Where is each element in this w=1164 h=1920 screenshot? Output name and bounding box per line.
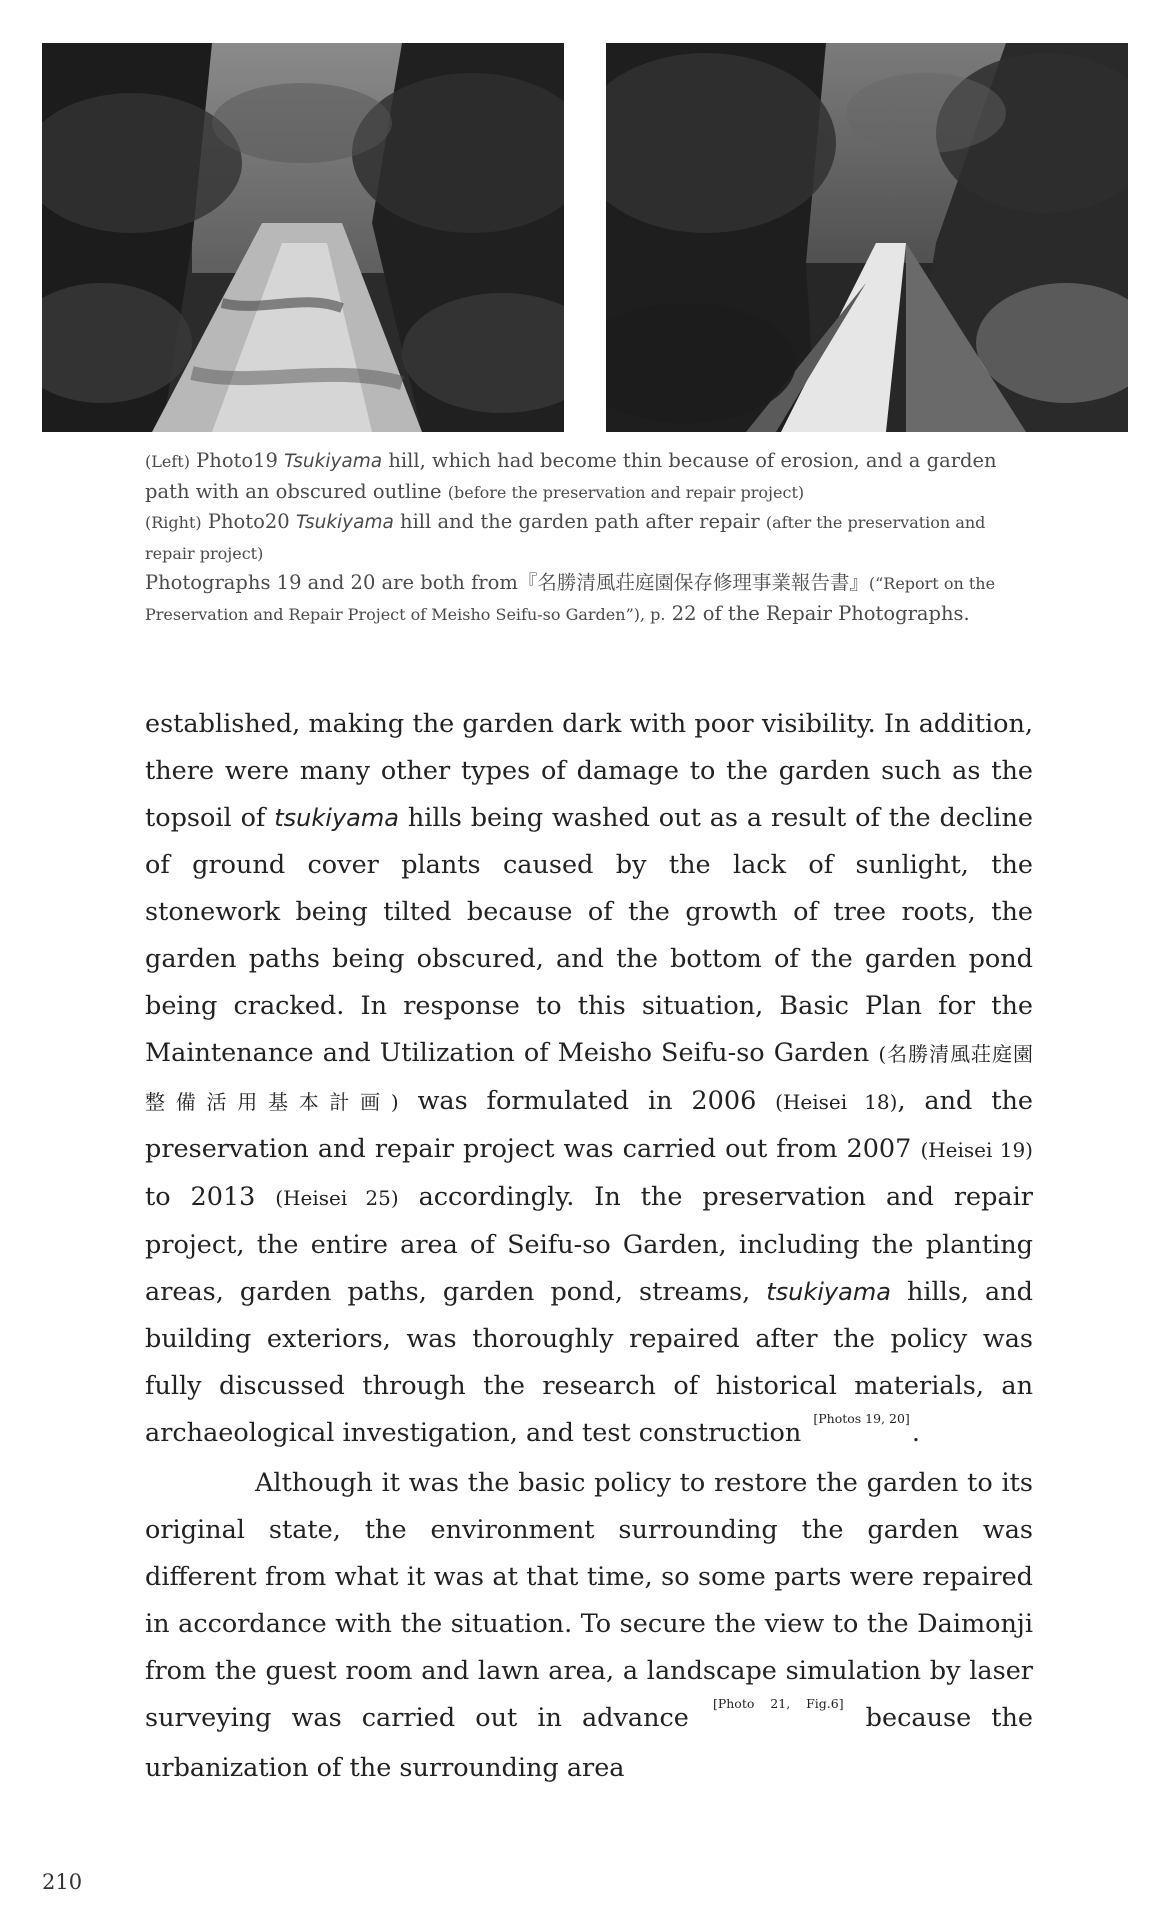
p1-italic-tsukiyama-1: tsukiyama	[274, 804, 399, 832]
caption-source-text-2: 22 of the Repair Photographs.	[665, 601, 970, 625]
caption-right-italic: Tsukiyama	[295, 512, 394, 533]
photo-20-right	[606, 43, 1128, 432]
p1-text-g: hills, and building exteriors, was thoroughly repaired after the policy was fully discussed through the research of historical materials, an archaeological investigation, and test construction	[145, 1277, 1033, 1448]
p1-text-c: was formulated in 2006	[398, 1086, 776, 1116]
p1-text-a: established, making the garden dark with poor visibility. In addition, there were many other types of damage to the garden such as the topsoil of	[145, 709, 1033, 833]
caption-left	[145, 446, 1015, 507]
p1-italic-tsukiyama-2: tsukiyama	[766, 1278, 891, 1306]
paragraph-1	[145, 701, 1033, 1460]
p1-heisei-18: (Heisei 18)	[775, 1090, 898, 1114]
caption-left-text-2: hill, which had become thin because of erosion, and a garden path with an obscured outline	[145, 449, 997, 503]
p1-text-e: to 2013	[145, 1182, 276, 1212]
page-number: 210	[42, 1870, 83, 1894]
p2-photo-reference: [Photo 21, Fig.6]	[712, 1696, 844, 1711]
photo-20-image	[606, 43, 1128, 432]
p1-photo-reference: [Photos 19, 20]	[813, 1411, 910, 1426]
caption-right	[145, 507, 1015, 568]
photo-caption	[145, 446, 1015, 629]
p2-text-a: Although it was the basic policy to restore the garden to its original state, the environment surrounding the garden was different from what it was at that time, so some parts were repaired in accordance with the situation. To secure the view to the Daimonji from the guest room and lawn area, a landscape simulation by laser surveying was carried out in advance	[145, 1468, 1033, 1733]
caption-left-note: (before the preservation and repair project)	[447, 482, 805, 502]
photo-19-left	[42, 43, 564, 432]
caption-left-italic: Tsukiyama	[284, 451, 383, 472]
body-text	[145, 701, 1033, 1792]
p1-end: .	[911, 1418, 920, 1448]
p1-heisei-19: (Heisei 19)	[920, 1138, 1033, 1162]
photo-19-image	[42, 43, 564, 432]
caption-right-text: Photo20	[201, 510, 296, 533]
p1-text-d: , and the preservation and repair project was carried out from 2007	[145, 1086, 1033, 1164]
p1-text-b: hills being washed out as a result of the decline of ground cover plants caused by the lack of sunlight, the stonework being tilted because of the growth of tree roots, the garden paths being obscured, and the bottom of the garden pond being cracked. In response to this situation, Basic Plan for the Maintenance and Utilization of Meisho Seifu-so Garden	[145, 803, 1033, 1068]
p1-text-f: accordingly. In the preservation and repair project, the entire area of Seifu-so Garden, including the planting areas, garden paths, garden pond, streams,	[145, 1182, 1033, 1307]
caption-left-text: Photo19	[189, 449, 285, 472]
p1-japanese-title: (名勝清風荘庭園整備活用基本計画)	[145, 1042, 1033, 1114]
caption-source-text: Photographs 19 and 20 are both from『名勝清風荘庭園保存修理事業報告書』	[145, 571, 869, 594]
paragraph-2	[145, 1460, 1033, 1792]
caption-source-note: (“Report on the Preservation and Repair Project of Meisho Seifu-so Garden”), p.	[145, 574, 996, 624]
p1-heisei-25: (Heisei 25)	[275, 1186, 399, 1210]
caption-right-prefix: (Right)	[145, 513, 202, 532]
caption-right-text-2: hill and the garden path after repair	[393, 510, 766, 533]
caption-right-note: (after the preservation and repair project)	[145, 513, 986, 563]
caption-left-prefix: (Left)	[145, 452, 190, 471]
p2-text-b: because the urbanization of the surrounding area	[145, 1703, 1033, 1783]
caption-source	[145, 568, 1015, 629]
